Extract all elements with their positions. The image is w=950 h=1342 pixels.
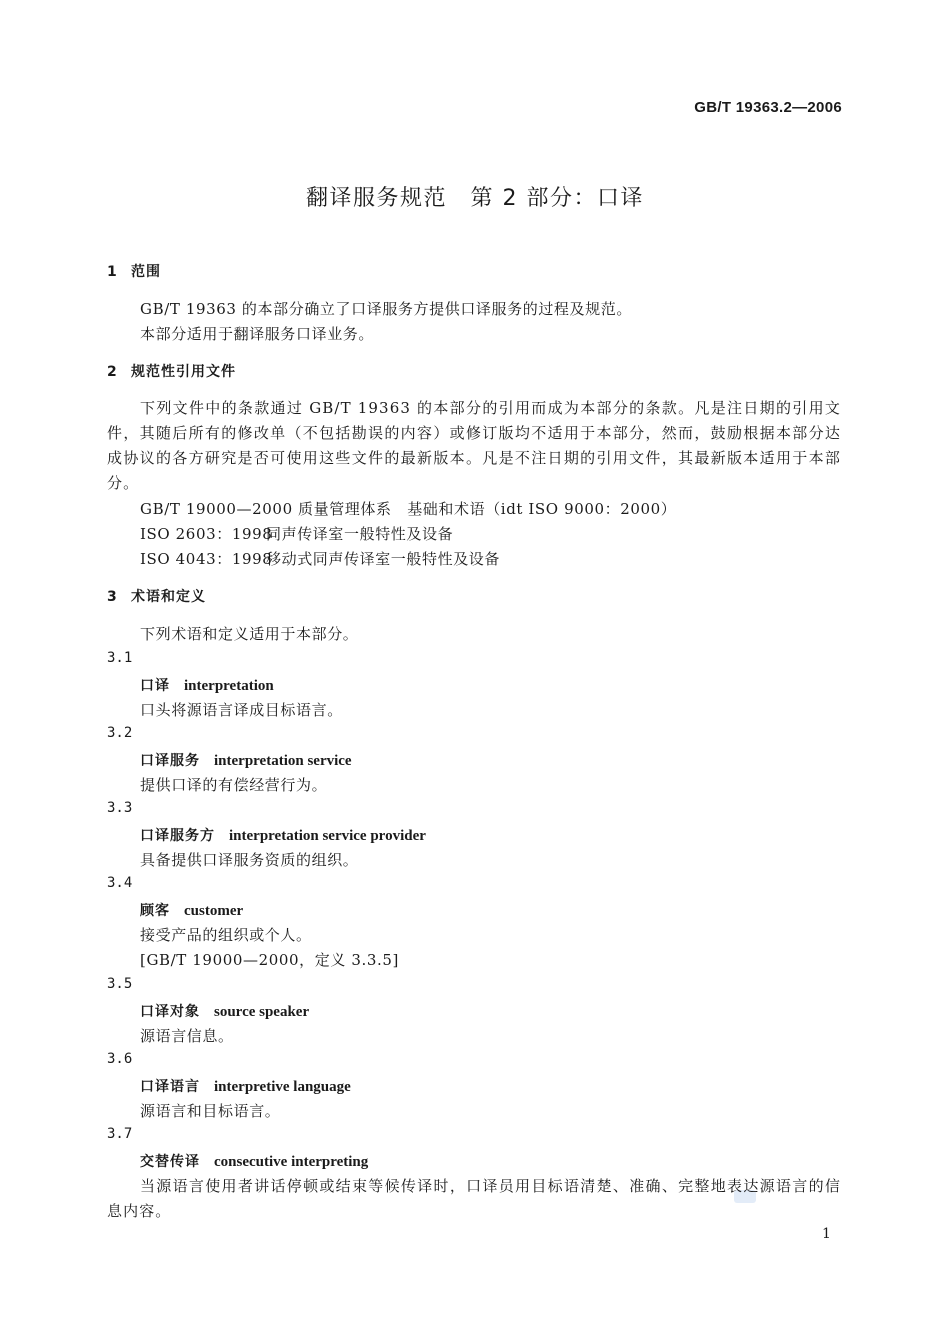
reference-code: ISO 4043：1998 [140, 550, 273, 568]
term-number: 3.7 [107, 1126, 133, 1142]
term-number: 3.5 [107, 976, 133, 992]
section-3-heading [107, 586, 206, 606]
reference-code: GB/T 19000—2000 [140, 500, 293, 518]
scope-paragraph-1: GB/T 19363 的本部分确立了口译服务方提供口译服务的过程及规范。 [140, 300, 632, 318]
term-definition: 具备提供口译服务资质的组织。 [140, 851, 359, 869]
term-number: 3.3 [107, 800, 133, 816]
term-chinese: 口译 [140, 678, 170, 694]
term-chinese: 口译服务 [140, 753, 200, 769]
reference-title: 同声传译室一般特性及设备 [266, 525, 454, 543]
term-english: interpretation service [214, 753, 352, 769]
section-title: 范围 [131, 264, 161, 280]
section-number: 3 [107, 589, 118, 605]
reference-title: 质量管理体系 基础和术语（idt ISO 9000：2000） [298, 500, 677, 518]
term-chinese: 口译服务方 [140, 828, 215, 844]
term-number: 3.2 [107, 725, 133, 741]
term-chinese: 口译语言 [140, 1079, 200, 1095]
term-definition: 源语言和目标语言。 [140, 1102, 281, 1120]
term-entry [140, 1151, 368, 1171]
term-english: interpretation [184, 678, 274, 694]
section-title: 规范性引用文件 [131, 364, 236, 380]
term-definition: 口头将源语言译成目标语言。 [140, 701, 343, 719]
term-english: interpretation service provider [229, 828, 426, 844]
reference-title: 移动式同声传译室一般特性及设备 [266, 550, 501, 568]
scope-paragraph-2: 本部分适用于翻译服务口译业务。 [140, 325, 375, 343]
reference-item [140, 548, 500, 569]
term-number: 3.4 [107, 875, 133, 891]
section-title: 术语和定义 [131, 589, 206, 605]
standard-code: GB/T 19363.2—2006 [694, 99, 842, 116]
term-definition: 接受产品的组织或个人。 [140, 926, 312, 944]
term-entry [140, 675, 274, 695]
term-chinese: 交替传译 [140, 1154, 200, 1170]
term-english: customer [184, 903, 244, 919]
reference-item [140, 498, 676, 519]
term-definition: 当源语言使用者讲话停顿或结束等候传译时，口译员用目标语清楚、准确、完整地表达源语言的信息内容。 [107, 1177, 841, 1220]
section-2-heading [107, 361, 236, 381]
normative-references-intro: 下列文件中的条款通过 GB/T 19363 的本部分的引用而成为本部分的条款。凡是注日期的引用文件，其随后所有的修改单（不包括勘误的内容）或修订版均不适用于本部分，然而，鼓励根据本部分达成协议的各方研究是否可使用这些文件的最新版本。凡是不注日期的引用文件，其最新版本适用于本部分。 [107, 399, 841, 492]
section-number: 2 [107, 364, 118, 380]
term-number: 3.6 [107, 1051, 133, 1067]
term-definition: 源语言信息。 [140, 1027, 234, 1045]
term-chinese: 口译对象 [140, 1004, 200, 1020]
term-entry [140, 1076, 351, 1096]
reference-item [140, 523, 453, 544]
term-english: consecutive interpreting [214, 1154, 369, 1170]
section-1-heading [107, 261, 161, 281]
page-number: 1 [822, 1226, 831, 1242]
term-entry [140, 1001, 309, 1021]
term-entry [140, 825, 426, 845]
term-source-note: [GB/T 19000—2000，定义 3.3.5] [140, 951, 399, 969]
term-entry [140, 750, 352, 770]
term-english: source speaker [214, 1004, 310, 1020]
section-number: 1 [107, 264, 118, 280]
term-number: 3.1 [107, 650, 133, 666]
reference-code: ISO 2603：1998 [140, 525, 273, 543]
terms-intro: 下列术语和定义适用于本部分。 [140, 625, 359, 643]
term-entry [140, 900, 243, 920]
document-title: 翻译服务规范 第 2 部分：口译 [306, 186, 644, 211]
term-chinese: 顾客 [140, 903, 170, 919]
term-definition: 提供口译的有偿经营行为。 [140, 776, 328, 794]
term-english: interpretive language [214, 1079, 351, 1095]
